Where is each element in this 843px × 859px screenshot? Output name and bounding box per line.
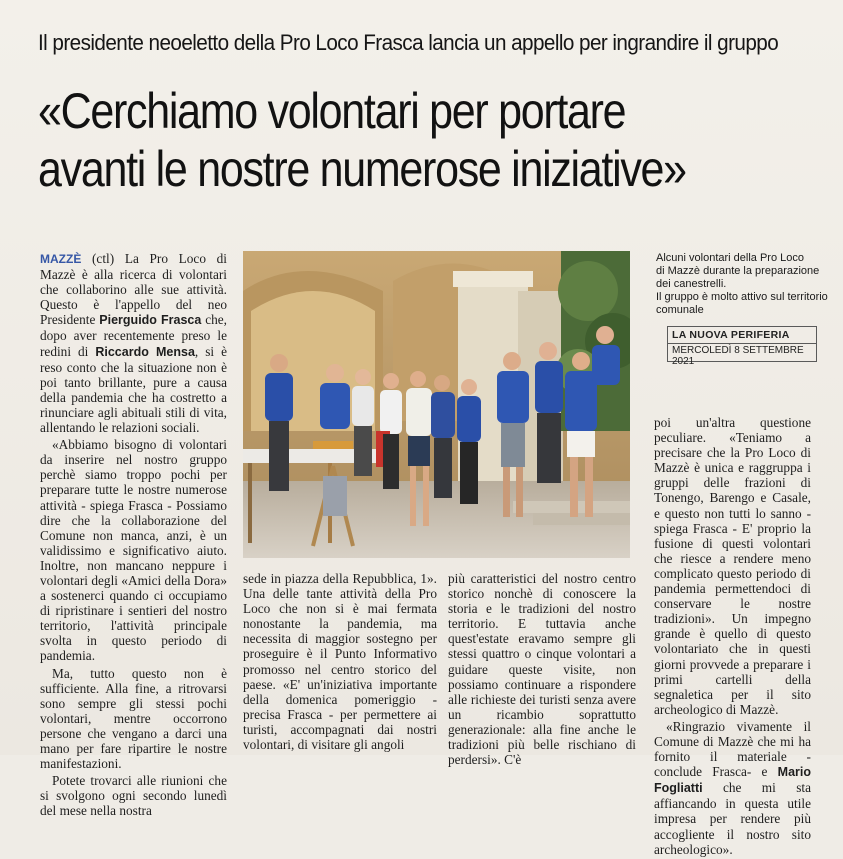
paragraph-3: Ma, tutto questo non è sufficiente. Alla fine, a ritrovarsi sono sempre gli stessi pochi volontari, mentre occorrono persone che vengano a darci una mano per fare ripartire le nostre manifestazioni. xyxy=(40,665,227,772)
headline-line-1: «Cerchiamo volontari per portare xyxy=(38,83,626,139)
caption-line-5: comunale xyxy=(656,304,704,316)
article-column-1 xyxy=(40,251,227,820)
caption-line-3: dei canestrelli. xyxy=(656,278,727,290)
article-column-4 xyxy=(654,415,811,859)
column-4-paragraph-2 xyxy=(654,719,811,857)
column-3-text: più caratteristici del nostro centro storico nonchè di conoscere la storia e le tradizioni del nostro territorio. E tuttavia anche quest'estate eravamo sempre gli stessi quattro o cinque volontari a guidare queste visite, non possiamo continuare a rispondere alle richieste dei turisti senza avere un ricambio soprattutto generazionale: alla fine anche le tradizioni più belle rischiano di perdersi». C'è xyxy=(448,571,636,768)
photo-caption xyxy=(656,252,831,317)
newspaper-masthead xyxy=(667,326,817,367)
paragraph-1-text-a: La Pro Loco di Mazzè è alla ricerca di volontari che collaborino alle sue attività. Questo è l'appello del neo Presidente xyxy=(40,251,227,328)
column-2-text: sede in piazza della Repubblica, 1». Una delle tante attività della Pro Loco che non si è mai fermata nonostante la pandemia, ma necessita di maggior sostegno per proseguire è il Punto Informativo promosso nel centro storico del paese. «E' un'iniziativa importante della domenica pomeriggio - precisa Frasca - per permettere ai turisti, accompagnati dai nostri volontari, di visitare gli angoli xyxy=(243,571,437,753)
issue-date: MERCOLEDÌ 8 SETTEMBRE 2021 xyxy=(668,343,816,367)
person-name-frasca: Pierguido Frasca xyxy=(99,313,202,328)
caption-line-1: Alcuni volontari della Pro Loco xyxy=(656,252,804,264)
paragraph-4: Potete trovarci alle riunioni che si svolgono ogni secondo lunedì del mese nella nostra xyxy=(40,773,227,819)
paragraph-1-text-b: che, dopo aver recentemente preso le redini di xyxy=(40,312,227,359)
column-4-paragraph-2-text-b: che mi sta affiancando in questa utile impresa per rendere più accogliente il nostro sito archeologico». xyxy=(654,780,811,857)
column-4-paragraph-1: poi un'altra questione peculiare. «Teniamo a precisare che la Pro Loco di Mazzè è unica e raggruppa i gruppi delle frazioni di Tonengo, Barengo e Casale, e questo non tutti lo sanno - spiega Frasca - E' proprio la fusione di questi volontari che riesce a rendere meno complicato questo periodo di pandemia permettendoci di conservare le nostre tradizioni». Un impegno grande è quello di questo volontariato che in questi giorni provvede a preparare i primi cartelli della segnaletica per il sito archeologico di Mazzè. xyxy=(654,415,811,717)
paragraph-1 xyxy=(40,251,227,435)
article-column-3 xyxy=(448,571,636,769)
headline-line-2: avanti le nostre numerose iniziative» xyxy=(38,141,686,197)
person-name-mensa: Riccardo Mensa xyxy=(95,344,195,359)
volunteers-photo-illustration xyxy=(243,251,630,558)
paragraph-1-text-c: , si è reso conto che la situazione non è poi tanto brillante, pure a causa della pandemia che ha costretto a rinunciare agli abituali stili di vita, allentando le relazioni sociali. xyxy=(40,343,227,436)
newspaper-name: LA NUOVA PERIFERIA xyxy=(672,329,790,341)
article-kicker: Il presidente neoeletto della Pro Loco Frasca lancia un appello per ingrandire il gruppo xyxy=(38,30,779,55)
paragraph-2: «Abbiamo bisogno di volontari da inserire nel nostro gruppo perchè siamo troppo pochi per preparare tutte le nostre numerose attività - spiega Frasca - Possiamo dire che la collaborazione del Comune non manca, anzi, è un validissimo e significativo aiuto. Inoltre, non mancano neppure i volontari degli «Amici della Dora» a sostenerci quando ci occupiamo di ripristinare i sentieri del nostro territorio, l'attività principale svolta in questo periodo di pandemia. xyxy=(40,437,227,664)
article-headline xyxy=(38,82,726,198)
caption-line-2: di Mazzè durante la preparazione xyxy=(656,265,820,277)
column-4-paragraph-2-text-a: «Ringrazio vivamente il Comune di Mazzè che mi ha fornito il materiale - conclude Frasca- e xyxy=(654,718,811,780)
location-tag: MAZZÈ xyxy=(40,252,82,266)
volunteers-photo xyxy=(243,251,630,558)
caption-line-4: Il gruppo è molto attivo sul territorio xyxy=(656,291,828,303)
article-column-2 xyxy=(243,571,437,754)
person-name-fogliatti: Mario Fogliatti xyxy=(654,765,811,796)
byline: (ctl) xyxy=(92,251,115,266)
